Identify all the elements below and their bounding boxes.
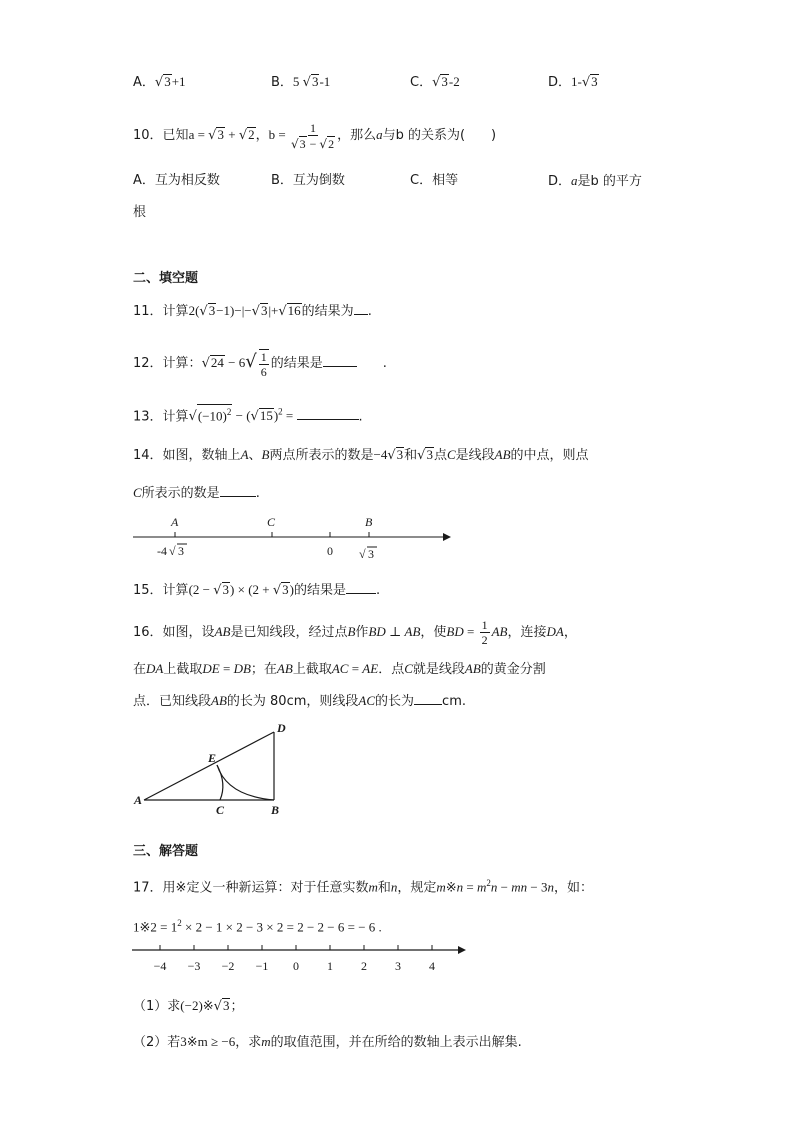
q11: 11．计算2(√3−1)−|−√3|+√16的结果为 . — [133, 303, 372, 319]
q14-label-b: B — [365, 515, 373, 529]
q16-segment-ad — [144, 732, 274, 800]
q12-answer-blank[interactable] — [323, 354, 357, 367]
q15: 15．计算(2 − √3) × (2 + √3)的结果是 . — [133, 582, 381, 598]
q9-option-a[interactable]: A．√3+1 — [133, 74, 186, 90]
q16-label-a: A — [134, 793, 143, 807]
q9-option-c[interactable]: C．√3-2 — [410, 74, 460, 90]
q10-b-fraction: $\frac{1}{√3 - √2}$ — [290, 120, 335, 151]
q17-tick-label: −1 — [255, 959, 269, 973]
q10-option-c[interactable]: C．相等 — [410, 173, 459, 188]
q17-tick-label: 2 — [361, 959, 367, 973]
q14-label-a: A — [171, 515, 179, 529]
q14-value-a-rad-num: 3 — [178, 544, 184, 558]
q17-example: 1※2 = $1^2 \times 2 - 1 \times 2 - 3 \times 2 = 2 - 2 - 6$ = − 6 . — [133, 918, 382, 935]
q17-tick-label: −2 — [221, 959, 235, 973]
q17-axis-arrow — [458, 946, 466, 954]
q16-label-d: D — [277, 721, 286, 735]
section-title-fill-in: 二、填空题 — [133, 271, 199, 286]
q10-option-a[interactable]: A．互为相反数 — [133, 173, 220, 188]
q10-option-d[interactable]: D．a是b 的平方 — [548, 173, 642, 189]
q17-line1: 17．用※定义一种新运算：对于任意实数m和n，规定m※n = $m^2n$ − mn − 3n，如： — [133, 878, 593, 896]
q9-option-b[interactable]: B．5 √3-1 — [271, 74, 331, 90]
q14-line1: 14．如图，数轴上A、B两点所表示的数是−4√3和√3点C是线段AB的中点，则点 — [133, 447, 589, 463]
q17-part1: （1）求(−2)※√3； — [133, 998, 244, 1014]
q16-label-c: C — [216, 803, 225, 817]
q16-answer-blank[interactable] — [414, 692, 442, 705]
q16-line2: 在DA上截取DE = DB；在AB上截取AC = AE．点C就是线段AB的黄金分割 — [133, 661, 546, 677]
q14-value-b-rad-num: 3 — [368, 547, 374, 561]
q11-answer-blank[interactable] — [354, 302, 368, 315]
q14-answer-blank[interactable] — [220, 484, 256, 497]
q15-answer-blank[interactable] — [346, 581, 376, 594]
q14-value-a-rad: √ — [169, 544, 176, 558]
q16-line1: 16．如图，设AB是已知线段，经过点B作BD ⊥ AB，使BD = $\frac{1}{2}$ AB，连接DA， — [133, 618, 577, 647]
q17-axis-ticks — [154, 945, 435, 973]
q17-tick-label: −3 — [187, 959, 201, 973]
q14-value-b-rad: √ — [359, 547, 366, 561]
q17-number-line — [130, 940, 475, 980]
section-title-solutions: 三、解答题 — [133, 844, 199, 859]
q17-tick-label: 1 — [327, 959, 333, 973]
q9-option-d[interactable]: D．1-√3 — [548, 74, 598, 90]
q14-axis-arrow — [443, 533, 451, 541]
q14-number-line — [125, 512, 455, 562]
q16-label-b: B — [271, 803, 280, 817]
q14-value-a: -4 — [157, 544, 167, 558]
q10-option-b[interactable]: B．互为倒数 — [271, 173, 345, 188]
q13: 13．计算$√(-10)^2 - (√15)^2$ = . — [133, 403, 363, 426]
q14-line2: C所表示的数是 . — [133, 485, 260, 501]
q17-tick-label: 4 — [429, 959, 435, 973]
q14-value-0: 0 — [327, 544, 333, 558]
q10-stem: 10．已知a = √3 + √2，b = $\frac{1}{√3 - √2}$ ，那么a与b 的关系为( ) — [133, 120, 497, 151]
q16-label-e: E — [208, 751, 217, 765]
q16-arc-ec — [217, 765, 223, 800]
q17-tick-label: 3 — [395, 959, 401, 973]
q16-arc-eb — [217, 765, 274, 800]
q17-tick-label: 0 — [293, 959, 299, 973]
q17-tick-label: −4 — [153, 959, 167, 973]
q16-line3: 点．已知线段AB的长为 80cm，则线段AC的长为 cm. — [133, 693, 466, 709]
q14-label-c: C — [267, 515, 276, 529]
q16-figure — [130, 718, 300, 818]
q12: 12．计算：√24 − 6√ $\frac{1}{6}$ 的结果是 . — [133, 350, 387, 380]
q10-option-d-continued: 根 — [133, 205, 147, 220]
q17-part2: （2）若3※m ≥ −6，求m的取值范围，并在所给的数轴上表示出解集. — [133, 1034, 522, 1050]
q13-answer-blank[interactable] — [297, 407, 359, 420]
